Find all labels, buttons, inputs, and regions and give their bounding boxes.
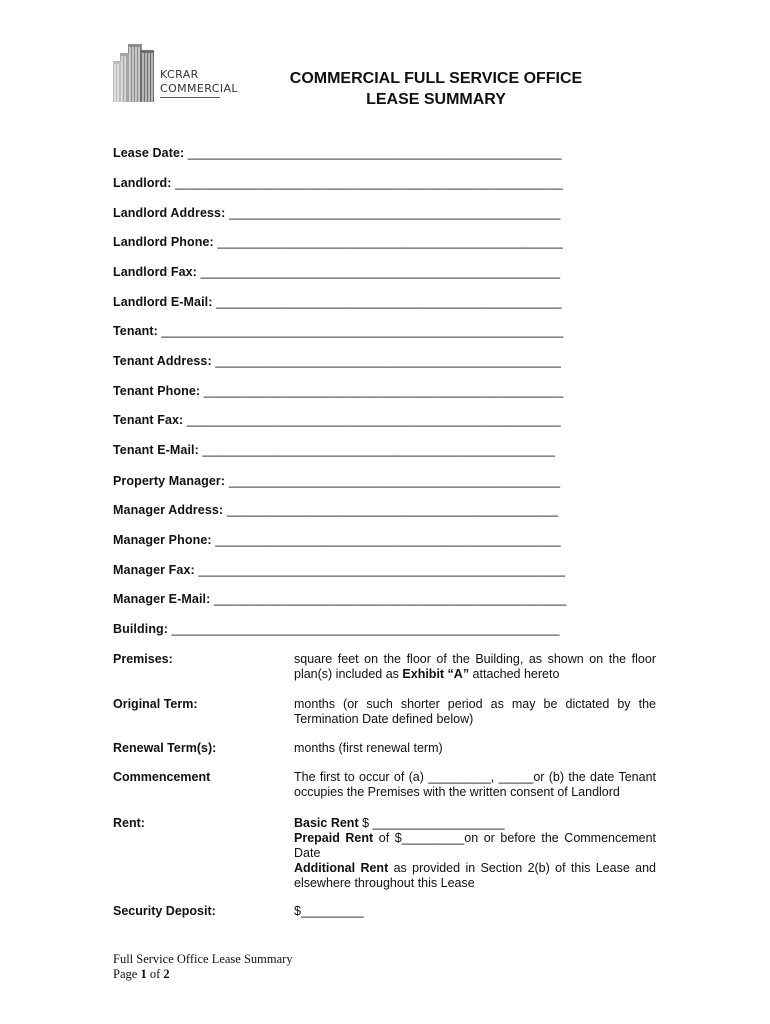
basic-rent-label: Basic Rent (294, 816, 359, 830)
original-term-label: Original Term: (113, 697, 198, 711)
field-label: Manager Fax: (113, 563, 195, 577)
field-line[interactable]: __________________________________________________ (202, 443, 556, 457)
field-line[interactable]: _________________________________________________ (215, 533, 561, 547)
premises-label: Premises: (113, 652, 173, 666)
field-label: Tenant Fax: (113, 413, 184, 427)
document-title (236, 68, 636, 110)
premises-text-main: square feet on the floor of the Building, as shown on the floor plan(s) included as (294, 652, 656, 681)
field-tenant-fax[interactable] (113, 413, 561, 427)
rent-details (294, 816, 656, 891)
footer-title: Full Service Office Lease Summary (113, 952, 293, 966)
field-line[interactable]: _______________________________________________ (226, 503, 559, 517)
kcrar-logo (111, 44, 238, 104)
page-current: 1 (140, 967, 147, 981)
field-line[interactable]: _________________________________________________ (217, 235, 563, 249)
additional-rent-line (294, 861, 656, 891)
field-line[interactable]: _________________________________________________ (215, 354, 561, 368)
field-line[interactable]: __________________________________________________ (213, 592, 567, 606)
security-deposit-label: Security Deposit: (113, 904, 216, 918)
exhibit-a-label: Exhibit “A” (402, 667, 470, 681)
field-label: Building: (113, 622, 169, 636)
field-label: Landlord E-Mail: (113, 295, 213, 309)
renewal-term-label: Renewal Term(s): (113, 741, 217, 755)
field-label: Property Manager: (113, 474, 226, 488)
field-landlord-email[interactable] (113, 295, 562, 309)
page-word: Page (113, 967, 141, 981)
field-landlord-fax[interactable] (113, 265, 560, 279)
field-line[interactable]: ___________________________________________________ (203, 384, 564, 398)
field-label: Tenant: (113, 324, 158, 338)
field-landlord-address[interactable] (113, 206, 560, 220)
field-building[interactable] (113, 622, 560, 636)
field-manager-phone[interactable] (113, 533, 561, 547)
prepaid-rent-label: Prepaid Rent (294, 831, 374, 845)
field-tenant-phone[interactable] (113, 384, 563, 398)
field-tenant-address[interactable] (113, 354, 561, 368)
of-word: of (146, 967, 164, 981)
field-label: Tenant Phone: (113, 384, 201, 398)
rent-label: Rent: (113, 816, 145, 830)
field-label: Landlord: (113, 176, 172, 190)
security-deposit-blank[interactable]: $_________ (294, 904, 364, 918)
building-logo-icon (111, 44, 157, 102)
title-line-1: COMMERCIAL FULL SERVICE OFFICE (289, 70, 583, 87)
premises-text (294, 652, 656, 682)
prepaid-rent-line (294, 831, 656, 861)
page-footer (113, 952, 293, 982)
logo-line-2: COMMERCIAL (160, 82, 238, 95)
field-label: Manager Address: (113, 503, 224, 517)
renewal-term-text: months (first renewal term) (294, 741, 443, 755)
logo-line-1: KCRAR (160, 68, 199, 81)
field-manager-fax[interactable] (113, 563, 565, 577)
field-line[interactable]: _______________________________________________________ (171, 622, 560, 636)
page-number (113, 967, 293, 982)
field-label: Landlord Fax: (113, 265, 197, 279)
field-landlord[interactable] (113, 176, 563, 190)
prepaid-rent-text: of $_________on or before the Commencement Date (294, 831, 656, 860)
additional-rent-text: as provided in Section 2(b) of this Lease and elsewhere throughout this Lease (294, 861, 656, 890)
field-label: Tenant Address: (113, 354, 212, 368)
field-tenant-email[interactable] (113, 443, 555, 457)
commencement-label: Commencement (113, 770, 211, 784)
field-label: Lease Date: (113, 146, 185, 160)
field-line[interactable]: ___________________________________________________ (200, 265, 561, 279)
field-line[interactable]: _____________________________________________________ (186, 413, 561, 427)
field-line[interactable]: _________________________________________________ (216, 295, 562, 309)
field-label: Tenant E-Mail: (113, 443, 199, 457)
field-tenant[interactable] (113, 324, 563, 338)
field-line[interactable]: _____________________________________________________ (187, 146, 562, 160)
logo-underline (160, 97, 220, 98)
field-label: Landlord Address: (113, 206, 226, 220)
field-label: Landlord Phone: (113, 235, 214, 249)
field-lease-date[interactable] (113, 146, 562, 160)
field-line[interactable]: _________________________________________________________ (161, 324, 564, 338)
field-line[interactable]: ____________________________________________________ (198, 563, 566, 577)
premises-text-end: attached hereto (469, 667, 560, 681)
field-landlord-phone[interactable] (113, 235, 563, 249)
commencement-text: The first to occur of (a) _________, _____or (b) the date Tenant occupies the Premises with the written consent of Landlord (294, 770, 656, 799)
basic-rent-blank[interactable]: $ ___________________ (358, 816, 505, 830)
field-label: Manager Phone: (113, 533, 212, 547)
field-line[interactable]: _______________________________________________ (228, 474, 561, 488)
field-manager-email[interactable] (113, 592, 567, 606)
page-total: 2 (163, 967, 170, 981)
field-label: Manager E-Mail: (113, 592, 211, 606)
field-line[interactable]: _______________________________________________________ (175, 176, 563, 190)
field-manager-address[interactable] (113, 503, 558, 517)
title-line-2: LEASE SUMMARY (366, 91, 506, 108)
field-property-manager[interactable] (113, 474, 560, 488)
field-line[interactable]: _______________________________________________ (228, 206, 561, 220)
additional-rent-label: Additional Rent (294, 861, 389, 875)
original-term-text: months (or such shorter period as may be dictated by the Termination Date defined below) (294, 697, 656, 726)
basic-rent-line (294, 816, 656, 831)
